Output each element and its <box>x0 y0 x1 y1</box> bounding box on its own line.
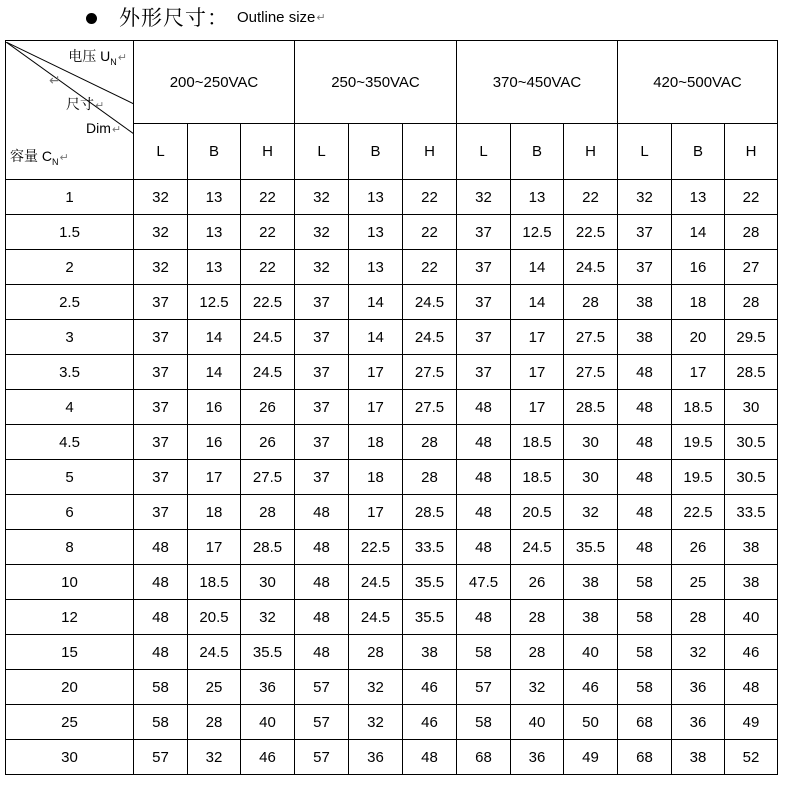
dimension-value-cell: 32 <box>134 250 188 285</box>
dimension-value-cell: 18 <box>349 460 403 495</box>
dimension-value-cell: 33.5 <box>403 530 457 565</box>
dimension-value-cell: 22 <box>241 250 295 285</box>
dimension-value-cell: 46 <box>403 705 457 740</box>
dimension-value-cell: 40 <box>511 705 564 740</box>
dimension-value-cell: 32 <box>134 180 188 215</box>
dimension-value-cell: 18.5 <box>511 425 564 460</box>
table-row <box>6 355 778 390</box>
dimension-value-cell: 26 <box>511 565 564 600</box>
dimension-value-cell: 20.5 <box>511 495 564 530</box>
dimension-value-cell: 28 <box>403 460 457 495</box>
dimension-value-cell: 22 <box>403 250 457 285</box>
dimension-value-cell: 48 <box>134 635 188 670</box>
dimension-value-cell: 24.5 <box>241 355 295 390</box>
dimension-value-cell: 48 <box>618 495 672 530</box>
dimension-value-cell: 27.5 <box>241 460 295 495</box>
dimension-value-cell: 22 <box>564 180 618 215</box>
dimension-value-cell: 58 <box>134 705 188 740</box>
dimension-value-cell: 24.5 <box>349 600 403 635</box>
dimension-value-cell: 37 <box>134 320 188 355</box>
voltage-group-header: 420~500VAC <box>618 41 778 124</box>
capacity-cell: 12 <box>6 600 134 635</box>
voltage-header-row <box>6 41 778 124</box>
dimension-value-cell: 13 <box>188 180 241 215</box>
dimension-value-cell: 16 <box>188 390 241 425</box>
dimension-value-cell: 35.5 <box>564 530 618 565</box>
table-row <box>6 250 778 285</box>
dim-label-en: Dim↵ <box>86 119 122 136</box>
dimension-value-cell: 17 <box>511 390 564 425</box>
paragraph-mark-icon: ↵ <box>49 71 61 88</box>
dimension-value-cell: 28.5 <box>725 355 778 390</box>
dimension-value-cell: 38 <box>618 320 672 355</box>
dimension-value-cell: 38 <box>672 740 725 775</box>
dimension-value-cell: 58 <box>618 635 672 670</box>
capacity-cell: 4 <box>6 390 134 425</box>
table-row <box>6 600 778 635</box>
dimension-value-cell: 52 <box>725 740 778 775</box>
dimension-value-cell: 40 <box>241 705 295 740</box>
dimension-value-cell: 49 <box>725 705 778 740</box>
dimension-value-cell: 48 <box>618 530 672 565</box>
capacity-cell: 6 <box>6 495 134 530</box>
dimension-value-cell: 47.5 <box>457 565 511 600</box>
dimension-value-cell: 25 <box>188 670 241 705</box>
dimension-header-l: L <box>295 124 349 180</box>
voltage-label: 电压 $U_N↵$ <box>68 47 127 67</box>
dimension-value-cell: 22 <box>241 180 295 215</box>
dimension-value-cell: 32 <box>564 495 618 530</box>
outline-size-table <box>5 40 778 775</box>
dimension-value-cell: 33.5 <box>725 495 778 530</box>
dimension-value-cell: 18.5 <box>188 565 241 600</box>
dimension-value-cell: 37 <box>295 320 349 355</box>
dimension-value-cell: 48 <box>618 460 672 495</box>
dimension-value-cell: 24.5 <box>564 250 618 285</box>
dimension-value-cell: 28 <box>564 285 618 320</box>
dimension-value-cell: 50 <box>564 705 618 740</box>
dimension-value-cell: 37 <box>134 355 188 390</box>
dimension-value-cell: 28 <box>349 635 403 670</box>
dimension-header-l: L <box>134 124 188 180</box>
dimension-value-cell: 37 <box>295 355 349 390</box>
table-row <box>6 740 778 775</box>
dimension-value-cell: 22.5 <box>241 285 295 320</box>
dimension-value-cell: 27.5 <box>403 390 457 425</box>
dimension-value-cell: 32 <box>457 180 511 215</box>
table-row <box>6 635 778 670</box>
dimension-value-cell: 28 <box>672 600 725 635</box>
dimension-value-cell: 68 <box>618 705 672 740</box>
dimension-value-cell: 37 <box>134 460 188 495</box>
dimension-value-cell: 35.5 <box>403 565 457 600</box>
dimension-header-h: H <box>241 124 295 180</box>
dimension-value-cell: 27.5 <box>403 355 457 390</box>
dimension-value-cell: 48 <box>618 355 672 390</box>
corner-header-cell <box>6 41 134 180</box>
dimension-header-h: H <box>725 124 778 180</box>
corner-diagonal-box <box>6 42 133 179</box>
dimension-value-cell: 14 <box>511 285 564 320</box>
capacity-cell: 30 <box>6 740 134 775</box>
dimension-value-cell: 48 <box>457 495 511 530</box>
dimension-value-cell: 14 <box>672 215 725 250</box>
capacity-cell: 15 <box>6 635 134 670</box>
dimension-value-cell: 13 <box>672 180 725 215</box>
dimension-value-cell: 38 <box>618 285 672 320</box>
dimension-value-cell: 48 <box>725 670 778 705</box>
table-row <box>6 565 778 600</box>
dimension-value-cell: 32 <box>349 705 403 740</box>
dimension-value-cell: 17 <box>349 390 403 425</box>
dimension-value-cell: 28 <box>511 635 564 670</box>
dimension-value-cell: 24.5 <box>403 285 457 320</box>
dimension-value-cell: 46 <box>564 670 618 705</box>
dimension-value-cell: 16 <box>188 425 241 460</box>
dimension-value-cell: 16 <box>672 250 725 285</box>
dimension-value-cell: 22 <box>403 180 457 215</box>
dimension-value-cell: 37 <box>295 390 349 425</box>
dimension-value-cell: 30 <box>564 460 618 495</box>
capacity-cell: 1.5 <box>6 215 134 250</box>
dimension-header-l: L <box>457 124 511 180</box>
dimension-value-cell: 19.5 <box>672 460 725 495</box>
dimension-value-cell: 17 <box>672 355 725 390</box>
dimension-value-cell: 48 <box>457 460 511 495</box>
dimension-header-h: H <box>403 124 457 180</box>
dimension-value-cell: 32 <box>618 180 672 215</box>
dimension-value-cell: 12.5 <box>511 215 564 250</box>
dimension-value-cell: 58 <box>457 705 511 740</box>
dimension-value-cell: 48 <box>457 390 511 425</box>
dimension-value-cell: 25 <box>672 565 725 600</box>
table-row <box>6 460 778 495</box>
dimension-value-cell: 48 <box>457 600 511 635</box>
dimension-value-cell: 28.5 <box>241 530 295 565</box>
capacity-cell: 5 <box>6 460 134 495</box>
dimension-value-cell: 68 <box>457 740 511 775</box>
capacity-cell: 2 <box>6 250 134 285</box>
dimension-value-cell: 37 <box>618 250 672 285</box>
page-title <box>86 2 326 32</box>
dimension-value-cell: 28 <box>725 215 778 250</box>
table-row <box>6 285 778 320</box>
dimension-value-cell: 58 <box>134 670 188 705</box>
table-row <box>6 530 778 565</box>
title-chinese: 外形尺寸： <box>119 6 229 30</box>
dimension-value-cell: 17 <box>349 355 403 390</box>
dimension-value-cell: 32 <box>672 635 725 670</box>
dimension-header-l: L <box>618 124 672 180</box>
dimension-value-cell: 57 <box>457 670 511 705</box>
voltage-group-header: 250~350VAC <box>295 41 457 124</box>
dimension-value-cell: 32 <box>511 670 564 705</box>
dimension-value-cell: 48 <box>295 635 349 670</box>
dimension-value-cell: 58 <box>618 670 672 705</box>
dimension-value-cell: 38 <box>564 600 618 635</box>
dimension-value-cell: 37 <box>457 215 511 250</box>
dimension-value-cell: 37 <box>618 215 672 250</box>
capacity-cell: 2.5 <box>6 285 134 320</box>
dimension-value-cell: 17 <box>349 495 403 530</box>
dimension-value-cell: 48 <box>295 600 349 635</box>
dimension-value-cell: 22.5 <box>672 495 725 530</box>
dimension-value-cell: 48 <box>295 565 349 600</box>
dimension-value-cell: 30 <box>241 565 295 600</box>
dimension-value-cell: 58 <box>618 565 672 600</box>
dimension-value-cell: 35.5 <box>403 600 457 635</box>
dimension-value-cell: 68 <box>618 740 672 775</box>
voltage-group-header: 200~250VAC <box>134 41 295 124</box>
dimension-value-cell: 32 <box>349 670 403 705</box>
dimension-value-cell: 46 <box>403 670 457 705</box>
dimension-value-cell: 24.5 <box>403 320 457 355</box>
dimension-value-cell: 22 <box>725 180 778 215</box>
dimension-value-cell: 32 <box>295 250 349 285</box>
dimension-value-cell: 17 <box>511 355 564 390</box>
dimension-value-cell: 13 <box>349 215 403 250</box>
dimension-value-cell: 37 <box>134 425 188 460</box>
dimension-value-cell: 37 <box>457 285 511 320</box>
dimension-value-cell: 30 <box>725 390 778 425</box>
dimension-value-cell: 22.5 <box>564 215 618 250</box>
capacity-cell: 4.5 <box>6 425 134 460</box>
dimension-value-cell: 46 <box>725 635 778 670</box>
dimension-value-cell: 18.5 <box>511 460 564 495</box>
dimension-value-cell: 29.5 <box>725 320 778 355</box>
capacity-cell: 8 <box>6 530 134 565</box>
dimension-value-cell: 48 <box>457 530 511 565</box>
dimension-header-h: H <box>564 124 618 180</box>
dimension-value-cell: 48 <box>618 390 672 425</box>
table-row <box>6 705 778 740</box>
dimension-value-cell: 20 <box>672 320 725 355</box>
dimension-value-cell: 48 <box>134 565 188 600</box>
dimension-value-cell: 22.5 <box>349 530 403 565</box>
dimension-value-cell: 38 <box>403 635 457 670</box>
table-row <box>6 495 778 530</box>
dimension-value-cell: 32 <box>295 180 349 215</box>
dimension-value-cell: 14 <box>349 285 403 320</box>
dimension-value-cell: 22 <box>241 215 295 250</box>
dimension-value-cell: 26 <box>241 390 295 425</box>
table-row <box>6 670 778 705</box>
dimension-value-cell: 48 <box>618 425 672 460</box>
dimension-value-cell: 19.5 <box>672 425 725 460</box>
dimension-header-b: B <box>672 124 725 180</box>
table-row <box>6 390 778 425</box>
dimension-header-b: B <box>188 124 241 180</box>
dimension-value-cell: 48 <box>134 600 188 635</box>
dimension-value-cell: 20.5 <box>188 600 241 635</box>
dimension-value-cell: 36 <box>511 740 564 775</box>
dimension-value-cell: 58 <box>618 600 672 635</box>
dimension-value-cell: 37 <box>457 320 511 355</box>
bullet-icon <box>86 13 97 24</box>
dimension-value-cell: 32 <box>134 215 188 250</box>
dimension-value-cell: 27.5 <box>564 320 618 355</box>
voltage-group-header: 370~450VAC <box>457 41 618 124</box>
dimension-value-cell: 48 <box>457 425 511 460</box>
dimension-value-cell: 17 <box>188 530 241 565</box>
dimension-value-cell: 40 <box>725 600 778 635</box>
dimension-value-cell: 24.5 <box>349 565 403 600</box>
dimension-value-cell: 18 <box>672 285 725 320</box>
dimension-value-cell: 12.5 <box>188 285 241 320</box>
dimension-value-cell: 30.5 <box>725 460 778 495</box>
dimension-value-cell: 37 <box>295 285 349 320</box>
dimension-value-cell: 28.5 <box>403 495 457 530</box>
dimension-value-cell: 36 <box>349 740 403 775</box>
dimension-value-cell: 14 <box>188 355 241 390</box>
dimension-value-cell: 36 <box>672 705 725 740</box>
capacity-cell: 20 <box>6 670 134 705</box>
dimension-value-cell: 58 <box>457 635 511 670</box>
dimension-value-cell: 30 <box>564 425 618 460</box>
dimension-value-cell: 28 <box>188 705 241 740</box>
dimension-value-cell: 37 <box>134 285 188 320</box>
dimension-value-cell: 32 <box>241 600 295 635</box>
dimension-value-cell: 28 <box>725 285 778 320</box>
dimension-value-cell: 48 <box>295 530 349 565</box>
dimension-value-cell: 37 <box>457 355 511 390</box>
capacity-cell: 1 <box>6 180 134 215</box>
dimension-value-cell: 36 <box>672 670 725 705</box>
dimension-value-cell: 28.5 <box>564 390 618 425</box>
dimension-value-cell: 13 <box>188 250 241 285</box>
dimension-value-cell: 38 <box>725 530 778 565</box>
table-row <box>6 215 778 250</box>
dimension-value-cell: 22 <box>403 215 457 250</box>
dimension-value-cell: 28 <box>241 495 295 530</box>
dimension-value-cell: 24.5 <box>241 320 295 355</box>
dimension-value-cell: 30.5 <box>725 425 778 460</box>
dimension-header-b: B <box>349 124 403 180</box>
dimension-value-cell: 27.5 <box>564 355 618 390</box>
capacity-cell: 25 <box>6 705 134 740</box>
dimension-value-cell: 48 <box>403 740 457 775</box>
dimension-value-cell: 13 <box>349 250 403 285</box>
dimension-value-cell: 49 <box>564 740 618 775</box>
dimension-value-cell: 37 <box>295 460 349 495</box>
dimension-value-cell: 24.5 <box>188 635 241 670</box>
dimension-value-cell: 13 <box>188 215 241 250</box>
dimension-value-cell: 40 <box>564 635 618 670</box>
title-english: Outline size <box>237 8 316 26</box>
dimension-value-cell: 57 <box>295 740 349 775</box>
dimension-value-cell: 17 <box>188 460 241 495</box>
dimension-value-cell: 37 <box>295 425 349 460</box>
dimension-value-cell: 26 <box>672 530 725 565</box>
dimension-value-cell: 38 <box>564 565 618 600</box>
dimension-value-cell: 37 <box>134 390 188 425</box>
dimension-value-cell: 28 <box>403 425 457 460</box>
dimension-value-cell: 57 <box>295 705 349 740</box>
paragraph-mark-icon: ↵ <box>316 11 326 24</box>
dimension-header-b: B <box>511 124 564 180</box>
table-row <box>6 320 778 355</box>
dimension-value-cell: 37 <box>134 495 188 530</box>
dimension-value-cell: 48 <box>295 495 349 530</box>
table-row <box>6 180 778 215</box>
dimension-value-cell: 14 <box>511 250 564 285</box>
dimension-value-cell: 24.5 <box>511 530 564 565</box>
dimension-value-cell: 28 <box>511 600 564 635</box>
capacity-cell: 10 <box>6 565 134 600</box>
dimension-value-cell: 18 <box>349 425 403 460</box>
dimension-value-cell: 17 <box>511 320 564 355</box>
dimension-value-cell: 18.5 <box>672 390 725 425</box>
capacity-label: 容量 $C_N↵$ <box>10 147 69 167</box>
dimension-value-cell: 57 <box>134 740 188 775</box>
capacity-cell: 3 <box>6 320 134 355</box>
capacity-cell: 3.5 <box>6 355 134 390</box>
dimension-value-cell: 35.5 <box>241 635 295 670</box>
dimension-value-cell: 46 <box>241 740 295 775</box>
table-row <box>6 425 778 460</box>
dimension-value-cell: 37 <box>457 250 511 285</box>
dimension-value-cell: 32 <box>188 740 241 775</box>
dimension-value-cell: 14 <box>349 320 403 355</box>
dimension-value-cell: 57 <box>295 670 349 705</box>
dimension-value-cell: 18 <box>188 495 241 530</box>
dim-label-cn: 尺寸↵ <box>66 95 105 112</box>
dimension-value-cell: 14 <box>188 320 241 355</box>
dimension-value-cell: 13 <box>349 180 403 215</box>
dimension-value-cell: 13 <box>511 180 564 215</box>
dimension-value-cell: 32 <box>295 215 349 250</box>
dimension-value-cell: 36 <box>241 670 295 705</box>
dimension-value-cell: 38 <box>725 565 778 600</box>
dimension-value-cell: 27 <box>725 250 778 285</box>
dimension-value-cell: 26 <box>241 425 295 460</box>
dimension-value-cell: 48 <box>134 530 188 565</box>
